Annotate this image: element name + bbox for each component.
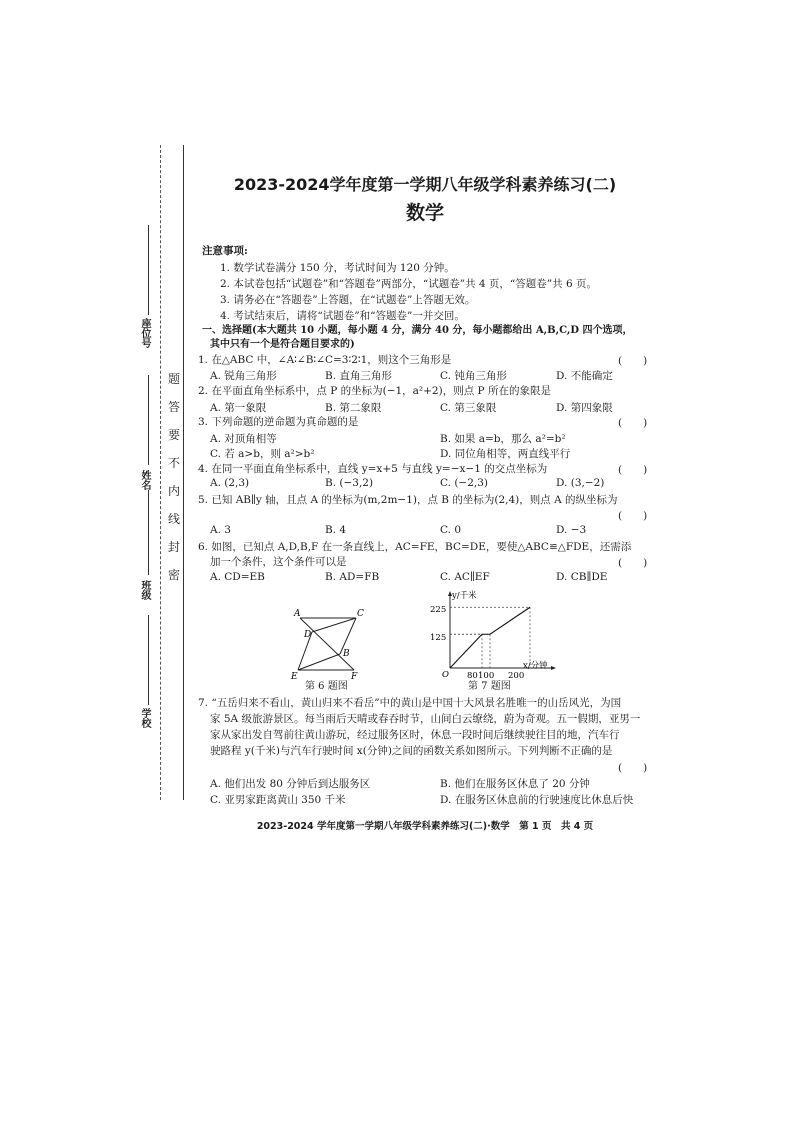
question-stem-cont: 家从家出发自驾前往黄山游玩，经过服务区时，休息一段时间后继续驶往目的地，汽车行 <box>210 729 620 741</box>
note-item: 1. 数学试卷满分 150 分，考试时间为 120 分钟。 <box>220 262 455 274</box>
class-field[interactable] <box>148 490 149 575</box>
binding-dash-line <box>160 145 161 800</box>
seal-char: 密 <box>168 568 181 582</box>
option: A. 他们出发 80 分钟后到达服务区 <box>210 778 371 790</box>
x-tick-label: 100 <box>478 671 495 680</box>
option: A. 锐角三角形 <box>210 370 277 382</box>
question-stem-cont: 驶路程 y(千米)与汽车行驶时间 x(分钟)之间的函数关系如图所示。下列判断不正确的是 <box>210 745 613 757</box>
option: D. (3,−2) <box>556 477 605 489</box>
point-label-B: B <box>343 649 350 659</box>
point-label-E: E <box>291 672 298 682</box>
option: D. 在服务区休息前的行驶速度比休息后快 <box>440 794 634 806</box>
option: C. (−2,3) <box>440 477 489 489</box>
option: B. 第二象限 <box>325 402 382 414</box>
option: D. 第四象限 <box>556 402 613 414</box>
note-item: 4. 考试结束后，请将“试题卷”和“答题卷”一并交回。 <box>220 310 465 322</box>
option: B. (−3,2) <box>325 477 374 489</box>
seal-char: 要 <box>168 428 181 442</box>
option: D. 同位角相等，两直线平行 <box>440 448 571 460</box>
seal-char: 内 <box>168 484 181 498</box>
option: D. −3 <box>556 524 587 536</box>
origin-label: O <box>442 670 449 680</box>
option: C. AC∥EF <box>440 571 490 583</box>
note-item: 2. 本试卷包括“试题卷”和“答题卷”两部分，“试题卷”共 4 页，“答题卷”共 6 页。 <box>220 278 598 290</box>
option: B. 他们在服务区休息了 20 分钟 <box>440 778 590 790</box>
option: C. 第三象限 <box>440 402 497 414</box>
x-axis-arrow <box>551 666 556 670</box>
question-stem-cont: 加一个条件，这个条件可以是 <box>210 556 347 568</box>
y-tick-label: 125 <box>430 633 447 643</box>
seal-char: 题 <box>168 372 181 386</box>
option: A. 第一象限 <box>210 402 267 414</box>
option: C. 0 <box>440 524 462 536</box>
question-stem: 4. 在同一平面直角坐标系中，直线 y=x+5 与直线 y=−x−1 的交点坐标为 <box>198 463 548 475</box>
option: D. 不能确定 <box>556 370 613 382</box>
y-tick-label: 225 <box>430 605 447 615</box>
point-label-F: F <box>351 672 358 682</box>
figure-6-caption: 第 6 题图 <box>305 681 348 692</box>
option: A. (2,3) <box>210 477 250 489</box>
figure-7-caption: 第 7 题图 <box>468 681 511 692</box>
seal-char: 不 <box>168 456 181 470</box>
school-label: 学校 <box>139 708 150 728</box>
question-stem: 6. 如图，已知点 A,D,B,F 在一条直线上，AC=FE，BC=DE，要使△ABC≌△FDE，还需添 <box>198 541 632 553</box>
option: D. CB∥DE <box>556 571 608 583</box>
answer-paren: ( ) <box>618 417 648 429</box>
page-title: 2023-2024学年度第一学期八年级学科素养练习(二) <box>233 175 617 194</box>
question-stem-cont: 家 5A 级旅游景区。每当雨后天晴或春吞时节，山间白云缭绕，蔚为奇观。五一假期，亚男一 <box>210 713 641 725</box>
option: B. 如果 a=b，那么 a²=b² <box>440 433 566 445</box>
option: B. 直角三角形 <box>325 370 392 382</box>
option: C. 亚男家距离黄山 350 千米 <box>210 794 346 806</box>
answer-paren: ( ) <box>618 510 648 522</box>
answer-paren: ( ) <box>618 557 648 569</box>
x-tick-label: 80 <box>467 671 478 680</box>
point-label-A: A <box>294 609 301 619</box>
question-stem: 1. 在△ABC 中，∠A∶∠B∶∠C=3∶2∶1，则这个三角形是 <box>198 354 452 366</box>
figure-6 <box>288 606 368 682</box>
seat-label: 座位号 <box>139 318 150 348</box>
question-stem: 3. 下列命题的逆命题为真命题的是 <box>198 416 359 428</box>
notes-heading: 注意事项: <box>202 245 248 257</box>
question-stem: 5. 已知 AB∥y 轴，且点 A 的坐标为(m,2m−1)，点 B 的坐标为(2,4)，则点 A 的纵坐标为 <box>198 494 618 506</box>
answer-paren: ( ) <box>618 464 648 476</box>
point-label-C: C <box>357 609 364 619</box>
point-label-D: D <box>304 630 312 640</box>
name-label: 姓名 <box>139 470 150 490</box>
seal-char: 答 <box>168 400 181 414</box>
question-stem: 2. 在平面直角坐标系中，点 P 的坐标为(−1，a²+2)，则点 P 所在的象限是 <box>198 385 551 397</box>
section-heading-cont: 其中只有一个是符合题目要求的) <box>210 339 355 350</box>
page-footer: 2023-2024 学年度第一学期八年级学科素养练习(二)·数学 第 1 页 共 4 页 <box>256 821 594 832</box>
class-label: 班级 <box>139 580 150 600</box>
name-field[interactable] <box>148 375 149 465</box>
section-heading: 一、选择题(本大题共 10 小题，每小题 4 分，满分 40 分，每小题都给出 A,B,C,D 四个选项， <box>202 325 633 336</box>
option: A. 对顶角相等 <box>210 433 277 445</box>
option: C. 若 a>b，则 a²>b² <box>210 448 315 460</box>
option: B. AD=FB <box>325 571 380 583</box>
option: A. CD=EB <box>210 571 265 583</box>
x-axis-label: x/分钟 <box>523 661 548 671</box>
option: A. 3 <box>210 524 231 536</box>
option: C. 钝角三角形 <box>440 370 507 382</box>
x-tick-label: 200 <box>508 671 525 680</box>
segment-EB <box>298 654 340 670</box>
seal-char: 封 <box>168 540 181 554</box>
segment-CD <box>312 618 356 632</box>
note-item: 3. 请务必在“答题卷”上答题，在“试题卷”上答题无效。 <box>220 294 476 306</box>
binding-line <box>183 145 184 800</box>
seal-char: 线 <box>168 512 181 526</box>
answer-paren: ( ) <box>618 762 648 774</box>
figure-7-chart <box>425 588 565 680</box>
subject-title: 数学 <box>405 202 444 224</box>
y-axis-label: y/千米 <box>452 591 477 601</box>
answer-paren: ( ) <box>618 355 648 367</box>
option: B. 4 <box>325 524 347 536</box>
question-stem: 7. “五岳归来不看山，黄山归来不看岳”中的黄山是中国十大风景名胜唯一的山岳风光，为国 <box>198 697 622 709</box>
school-field[interactable] <box>148 615 149 705</box>
seat-field[interactable] <box>148 225 149 315</box>
